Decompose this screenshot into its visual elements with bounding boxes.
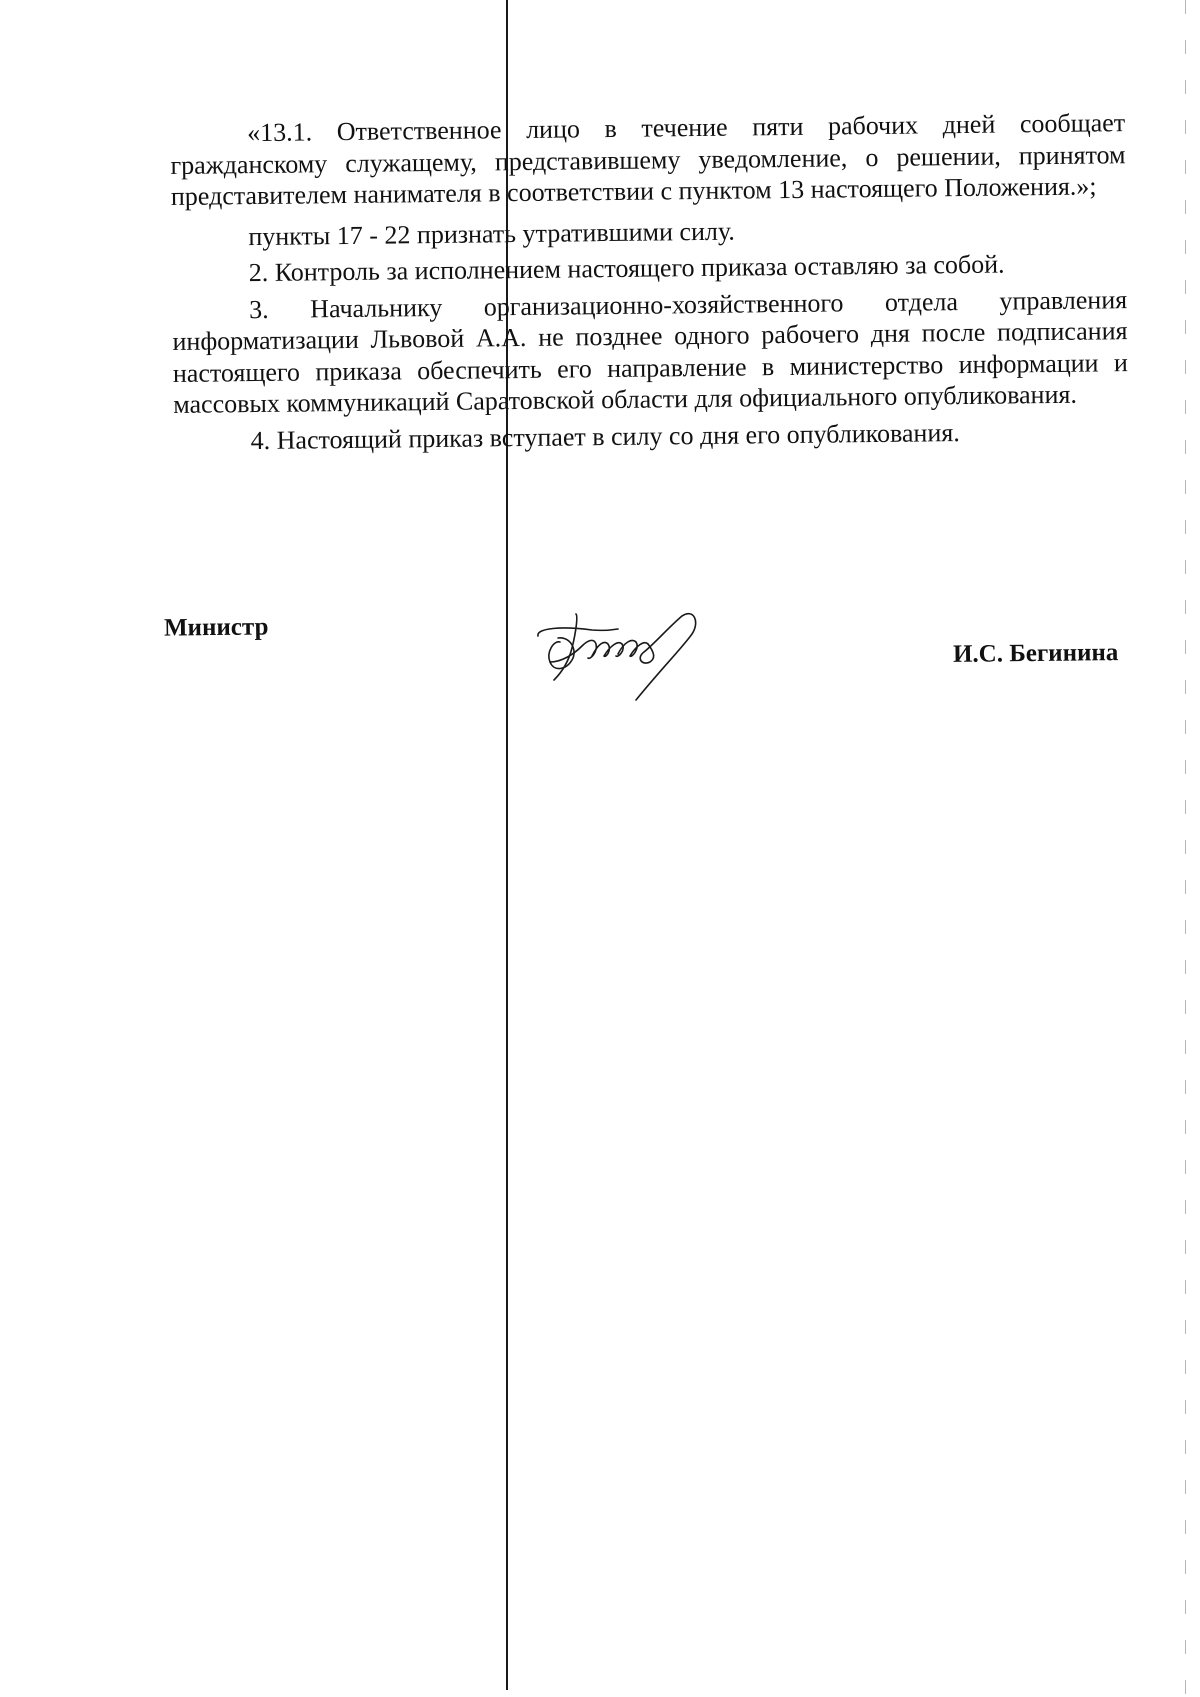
handwritten-signature: [532, 596, 712, 706]
signer-name: И.С. Бегинина: [952, 639, 1119, 668]
scan-edge-line: [1185, 0, 1186, 1697]
paragraph-items-17-22: пункты 17 - 22 признать утратившими силу.: [248, 216, 735, 251]
paragraph-4-effective: 4. Настоящий приказ вступает в силу со дня его опубликования.: [250, 417, 960, 455]
paragraph-2-control: 2. Контроль за исполнением настоящего приказа оставляю за собой.: [248, 249, 1005, 288]
document-body: [170, 107, 1129, 462]
paragraph-3-publication: 3. Начальнику организационно-хозяйственного отдела управления информатизации Львовой А.А. не позднее одного рабочего дня после подписания настоящего приказа обеспечить его направление в министерство информации и массовых коммуникаций Саратовской области для официального опубликования.: [172, 284, 1128, 419]
signature-block: [160, 600, 1120, 720]
paragraph-13-1: «13.1. Ответственное лицо в течение пяти рабочих дней сообщает гражданскому служащему, представившему уведомление, о решении, принятом представителем нанимателя в соответствии с пунктом 13 настоящего Положения.»;: [170, 108, 1126, 211]
signer-role: Министр: [163, 613, 269, 642]
